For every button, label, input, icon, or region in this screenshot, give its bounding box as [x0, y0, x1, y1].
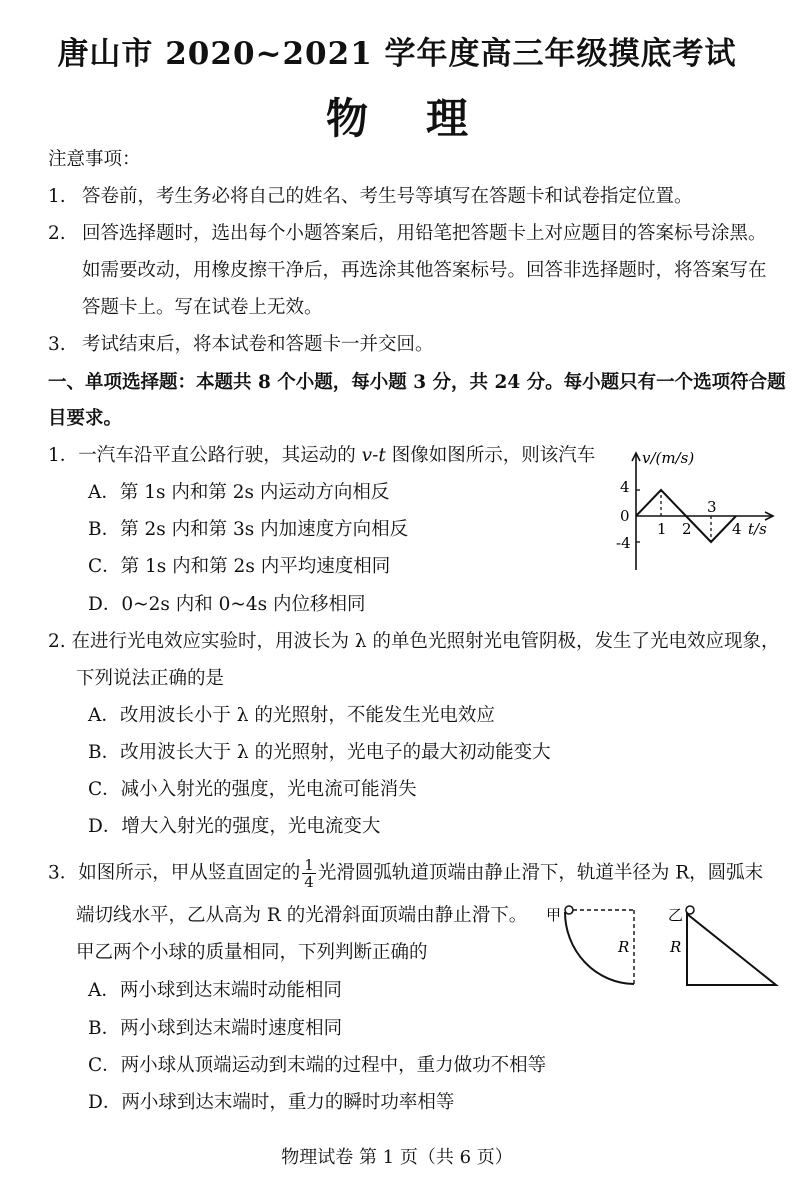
- q3-frac-num: 1: [304, 856, 314, 874]
- x-axis-label: t/s: [748, 520, 767, 538]
- x-tick-1: 1: [657, 520, 667, 538]
- notice-item-2-line-1: 回答选择题时，选出每个小题答案后，用铅笔把答题卡上对应题目的答案标号涂黑。: [82, 223, 767, 244]
- section-heading-line-2: 目要求。: [48, 408, 123, 429]
- q3-fraction: [302, 857, 316, 890]
- notice-item-3-num: 3.: [48, 334, 66, 355]
- q1-option-d: D．0~2s 内和 0~4s 内位移相同: [88, 594, 366, 615]
- q2-num: 2.: [48, 631, 66, 652]
- notice-item-2-line-3: 答题卡上。写在试卷上无效。: [82, 297, 323, 318]
- q3-label-yi: 乙: [668, 906, 684, 924]
- q1-option-a: A．第 1s 内和第 2s 内运动方向相反: [88, 482, 390, 503]
- page-footer: 物理试卷 第 1 页（共 6 页）: [281, 1147, 513, 1168]
- ball-yi: [686, 906, 694, 914]
- q1-stem-pre: 一汽车沿平直公路行驶，其运动的: [78, 445, 362, 466]
- notice-item-2-num: 2.: [48, 223, 66, 244]
- q3-stem-pre: 如图所示，甲从竖直固定的: [78, 862, 301, 884]
- notice-item-1: 答卷前，考生务必将自己的姓名、考生号等填写在答题卡和试卷指定位置。: [82, 186, 693, 207]
- q1-num: 1．: [48, 445, 79, 466]
- y-tick-neg4: -4: [616, 534, 631, 552]
- q2-stem-line-2: 下列说法正确的是: [76, 668, 225, 689]
- q3-stem-line-2: 端切线水平，乙从高为 R 的光滑斜面顶端由静止滑下。: [76, 905, 528, 926]
- q3-height-label: R: [670, 938, 682, 956]
- notice-item-2-line-2: 如需要改动，用橡皮擦干净后，再选涂其他答案标号。回答非选择题时，将答案写在: [82, 260, 767, 281]
- q1-option-c: C．第 1s 内和第 2s 内平均速度相同: [88, 556, 391, 577]
- y-tick-4: 4: [620, 478, 630, 496]
- notice-item-1-num: 1.: [48, 186, 66, 207]
- exam-title: 唐山市 2020~2021 学年度高三年级摸底考试: [57, 36, 737, 72]
- notice-item-3: 考试结束后，将本试卷和答题卡一并交回。: [82, 334, 434, 355]
- q3-option-d: D．两小球到达末端时，重力的瞬时功率相等: [88, 1092, 455, 1113]
- q2-option-b: B．改用波长大于 λ 的光照射，光电子的最大初动能变大: [88, 742, 551, 763]
- x-tick-2: 2: [682, 520, 692, 538]
- y-axis-label: v/(m/s): [642, 449, 695, 467]
- q3-option-c: C．两小球从顶端运动到末端的过程中，重力做功不相等: [88, 1055, 547, 1076]
- q1-stem: [48, 443, 595, 469]
- q2-stem-1: 在进行光电效应实验时，用波长为 λ 的单色光照射光电管阴极，发生了光电效应现象，: [71, 631, 780, 652]
- q3-radius-label: R: [618, 938, 630, 956]
- q2-option-c: C．减小入射光的强度，光电流可能消失: [88, 779, 417, 800]
- q3-stem-line-3: 甲乙两个小球的质量相同，下列判断正确的: [76, 942, 428, 963]
- q2-option-d: D．增大入射光的强度，光电流变大: [88, 816, 381, 837]
- q3-option-a: A．两小球到达末端时动能相同: [88, 980, 342, 1001]
- q2-option-a: A．改用波长小于 λ 的光照射，不能发生光电效应: [88, 705, 495, 726]
- incline-plane: [687, 914, 776, 985]
- q2-stem-line-1: [48, 629, 780, 655]
- section-heading-line-1: 一、单项选择题：本题共 8 个小题，每小题 3 分，共 24 分。每小题只有一个选项符合题: [48, 372, 786, 393]
- q3-stem-line-1: [48, 857, 763, 890]
- subject-title: 物理: [325, 94, 526, 143]
- q3-label-jia: 甲: [546, 906, 562, 924]
- q3-frac-den: 4: [304, 873, 314, 891]
- q1-stem-post: 图像如图所示，则该汽车: [385, 445, 596, 466]
- notice-heading: 注意事项：: [48, 149, 141, 170]
- q3-option-b: B．两小球到达末端时速度相同: [88, 1018, 343, 1039]
- q3-num: 3．: [48, 862, 79, 884]
- q3-figure: [540, 900, 780, 992]
- x-tick-3: 3: [707, 498, 717, 516]
- x-tick-4: 4: [732, 520, 742, 538]
- y-tick-0: 0: [620, 507, 630, 525]
- q3-stem-post: 光滑圆弧轨道顶端由静止滑下，轨道半径为 R，圆弧末: [317, 862, 764, 884]
- q1-option-b: B．第 2s 内和第 3s 内加速度方向相反: [88, 519, 409, 540]
- ball-jia: [565, 906, 573, 914]
- q1-stem-var: v-t: [361, 445, 386, 466]
- q1-vt-graph: [612, 448, 792, 578]
